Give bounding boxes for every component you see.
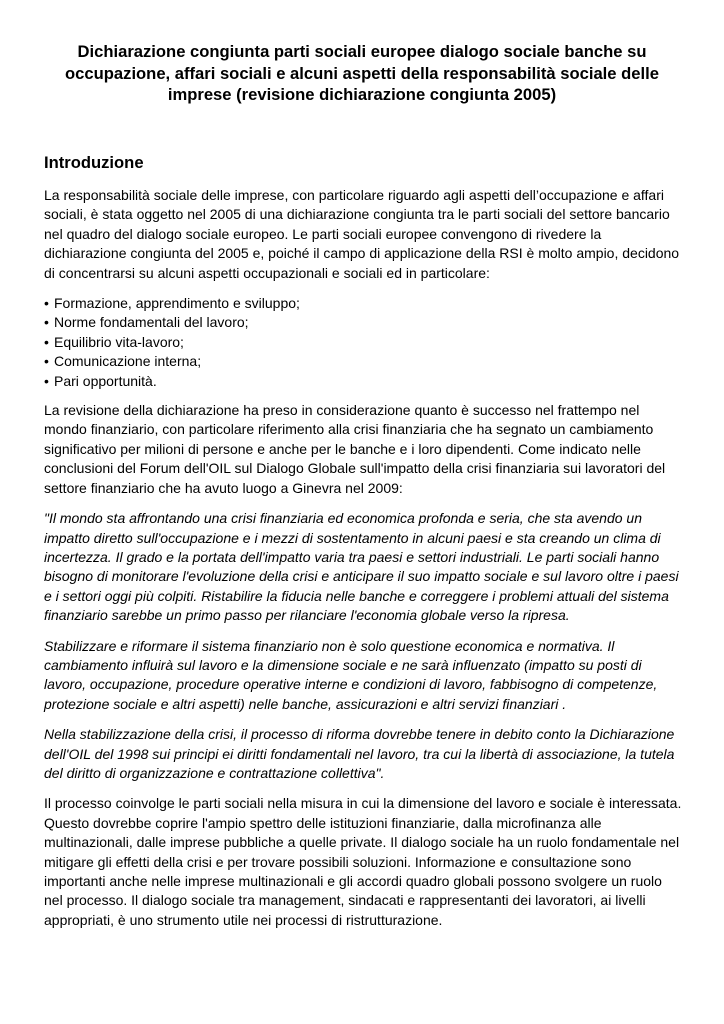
list-item-text: Formazione, apprendimento e sviluppo;	[54, 295, 300, 312]
list-item	[44, 352, 684, 371]
section-heading: Introduzione	[44, 153, 144, 172]
quote-paragraph-reform: Stabilizzare e riformare il sistema finanziario non è solo questione economica e normativa. Il cambiamento influirà sul lavoro e la dimensione sociale e ne sarà influenzato (impatto su posti di lavoro, occupazione, procedure operative interne e condizioni di lavoro, fabbisogno di competenze, protezione sociale e altri aspetti) nelle banche, assicurazioni e altri servizi finanziari .	[44, 637, 658, 712]
list-item	[44, 372, 684, 391]
list-item	[44, 313, 684, 332]
document-title: Dichiarazione congiunta parti sociali europee dialogo sociale banche su occupazione, affari sociali e alcuni aspetti della responsabilità sociale delle imprese (revisione dichiarazione congiunta 2005)	[65, 42, 659, 104]
list-item-text: Norme fondamentali del lavoro;	[54, 314, 249, 331]
social-dialogue-paragraph: Il processo coinvolge le parti sociali nella misura in cui la dimensione del lavoro e sociale è interessata. Questo dovrebbe coprire l'ampio spettro delle istituzioni finanziarie, dalla microfinanza alle multinazionali, dalle imprese pubbliche a quelle private. Il dialogo sociale ha un ruolo fondamentale nel mitigare gli effetti della crisi e per trovare possibili soluzioni. Informazione e consultazione sono importanti anche nelle imprese multinazionali e gli accordi quadro globali possono svolgere un ruolo nel processo. Il dialogo sociale tra management, sindacati e rappresentanti dei lavoratori, ai livelli appropriati, è uno strumento utile nei processi di ristrutturazione.	[44, 795, 682, 928]
list-item	[44, 294, 684, 313]
list-item-text: Comunicazione interna;	[54, 353, 202, 370]
list-item	[44, 333, 684, 352]
bullet-icon: •	[44, 333, 49, 350]
bullet-icon: •	[44, 295, 49, 312]
quote-paragraph-crisis: "Il mondo sta affrontando una crisi finanziaria ed economica profonda e seria, che sta avendo un impatto diretto sull'occupazione e i mezzi di sostentamento in alcuni paesi e sta creando un clima di incertezza. Il grado e la portata dell'impatto varia tra paesi e settori industriali. Le parti sociali hanno bisogno di monitorare l'evoluzione della crisi e anticipare il suo impatto sociale e sul lavoro oltre i paesi e i settori oggi più colpiti. Ristabilire la fiducia nelle banche e correggere i problemi attuali del sistema finanziario sarebbe un primo passo per rilanciare l'economia globale verso la ripresa.	[44, 510, 679, 624]
bullet-icon: •	[44, 372, 49, 389]
list-item-text: Pari opportunità.	[54, 372, 157, 389]
revision-paragraph: La revisione della dichiarazione ha preso in considerazione quanto è successo nel frattempo nel mondo finanziario, con particolare riferimento alla crisi finanziaria che ha segnato un cambiamento significativo per milioni di persone e anche per le banche e i loro dipendenti. Come indicato nelle conclusioni del Forum dell'OIL sul Dialogo Globale sull'impatto della crisi finanziaria sui lavoratori del settore finanziario che ha avuto luogo a Ginevra nel 2009:	[44, 402, 666, 496]
bullet-icon: •	[44, 314, 49, 331]
intro-paragraph: La responsabilità sociale delle imprese, con particolare riguardo agli aspetti dell’occupazione e affari sociali, è stata oggetto nel 2005 di una dichiarazione congiunta tra le parti sociali del settore bancario nel quadro del dialogo sociale europeo. Le parti sociali europee convengono di rivedere la dichiarazione congiunta del 2005 e, poiché il campo di applicazione della RSI è molto ampio, decidono di concentrarsi su alcuni aspetti occupazionali e sociali ed in particolare:	[44, 187, 680, 281]
document-body	[44, 186, 684, 941]
quote-paragraph-ilo-declaration: Nella stabilizzazione della crisi, il processo di riforma dovrebbe tenere in debito conto la Dichiarazione dell'OIL del 1998 sui principi ei diritti fondamentali nel lavoro, tra cui la libertà di associazione, la tutela del diritto di organizzazione e contrattazione collettiva".	[44, 726, 675, 781]
list-item-text: Equilibrio vita-lavoro;	[54, 333, 184, 350]
bullet-icon: •	[44, 353, 49, 370]
focus-areas-list	[44, 294, 684, 391]
